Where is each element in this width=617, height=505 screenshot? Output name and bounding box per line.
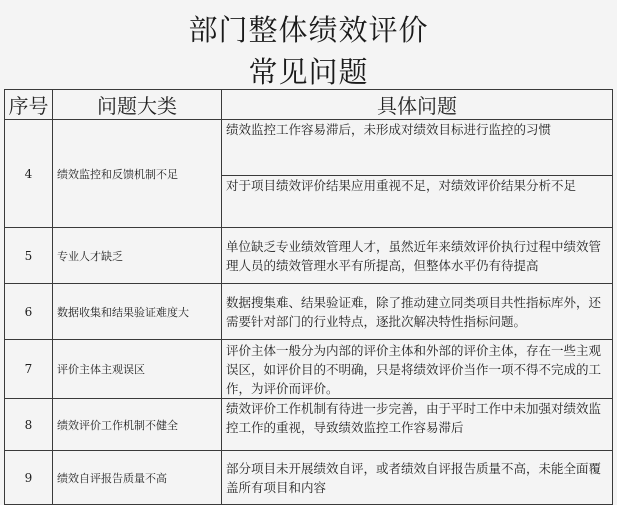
table-row <box>5 399 613 451</box>
table-row <box>5 284 613 340</box>
table-row <box>5 451 613 505</box>
header-detail: 具体问题 <box>222 90 613 120</box>
row-detail: 部分项目未开展绩效自评，或者绩效自评报告质量不高，未能全面覆盖所有项目和内容 <box>222 451 613 505</box>
table-header-row <box>5 90 613 120</box>
row-detail: 绩效评价工作机制有待进一步完善，由于平时工作中未加强对绩效监控工作的重视，导致绩效监控工作容易滞后 <box>222 399 613 451</box>
row-number: 9 <box>5 451 53 505</box>
row-category: 绩效自评报告质量不高 <box>53 451 222 505</box>
problems-table <box>4 89 613 505</box>
table-row <box>5 340 613 399</box>
row-category: 评价主体主观误区 <box>53 340 222 399</box>
row-number: 4 <box>5 120 53 228</box>
header-no: 序号 <box>5 90 53 120</box>
row-category: 绩效监控和反馈机制不足 <box>53 120 222 228</box>
row-number: 7 <box>5 340 53 399</box>
table-row <box>5 228 613 284</box>
document-title: 部门整体绩效评价 <box>188 13 429 47</box>
row-category: 专业人才缺乏 <box>53 228 222 284</box>
row-category: 数据收集和结果验证难度大 <box>53 284 222 340</box>
row-number: 8 <box>5 399 53 451</box>
row-detail: 评价主体一般分为内部的评价主体和外部的评价主体，存在一些主观误区，如评价目的不明确，只是将绩效评价当作一项不得不完成的工作，为评价而评价。 <box>222 340 613 399</box>
table-row <box>5 120 613 176</box>
row-detail: 对于项目绩效评价结果应用重视不足，对绩效评价结果分析不足 <box>222 176 613 228</box>
row-number: 6 <box>5 284 53 340</box>
row-detail: 单位缺乏专业绩效管理人才，虽然近年来绩效评价执行过程中绩效管理人员的绩效管理水平有所提高，但整体水平仍有待提高 <box>222 228 613 284</box>
row-detail: 绩效监控工作容易滞后，未形成对绩效目标进行监控的习惯 <box>222 120 613 176</box>
header-category: 问题大类 <box>53 90 222 120</box>
document-subtitle: 常见问题 <box>248 55 369 89</box>
row-detail: 数据搜集难、结果验证难，除了推动建立同类项目共性指标库外，还需要针对部门的行业特点，逐批次解决特性指标问题。 <box>222 284 613 340</box>
row-number: 5 <box>5 228 53 284</box>
row-category: 绩效评价工作机制不健全 <box>53 399 222 451</box>
